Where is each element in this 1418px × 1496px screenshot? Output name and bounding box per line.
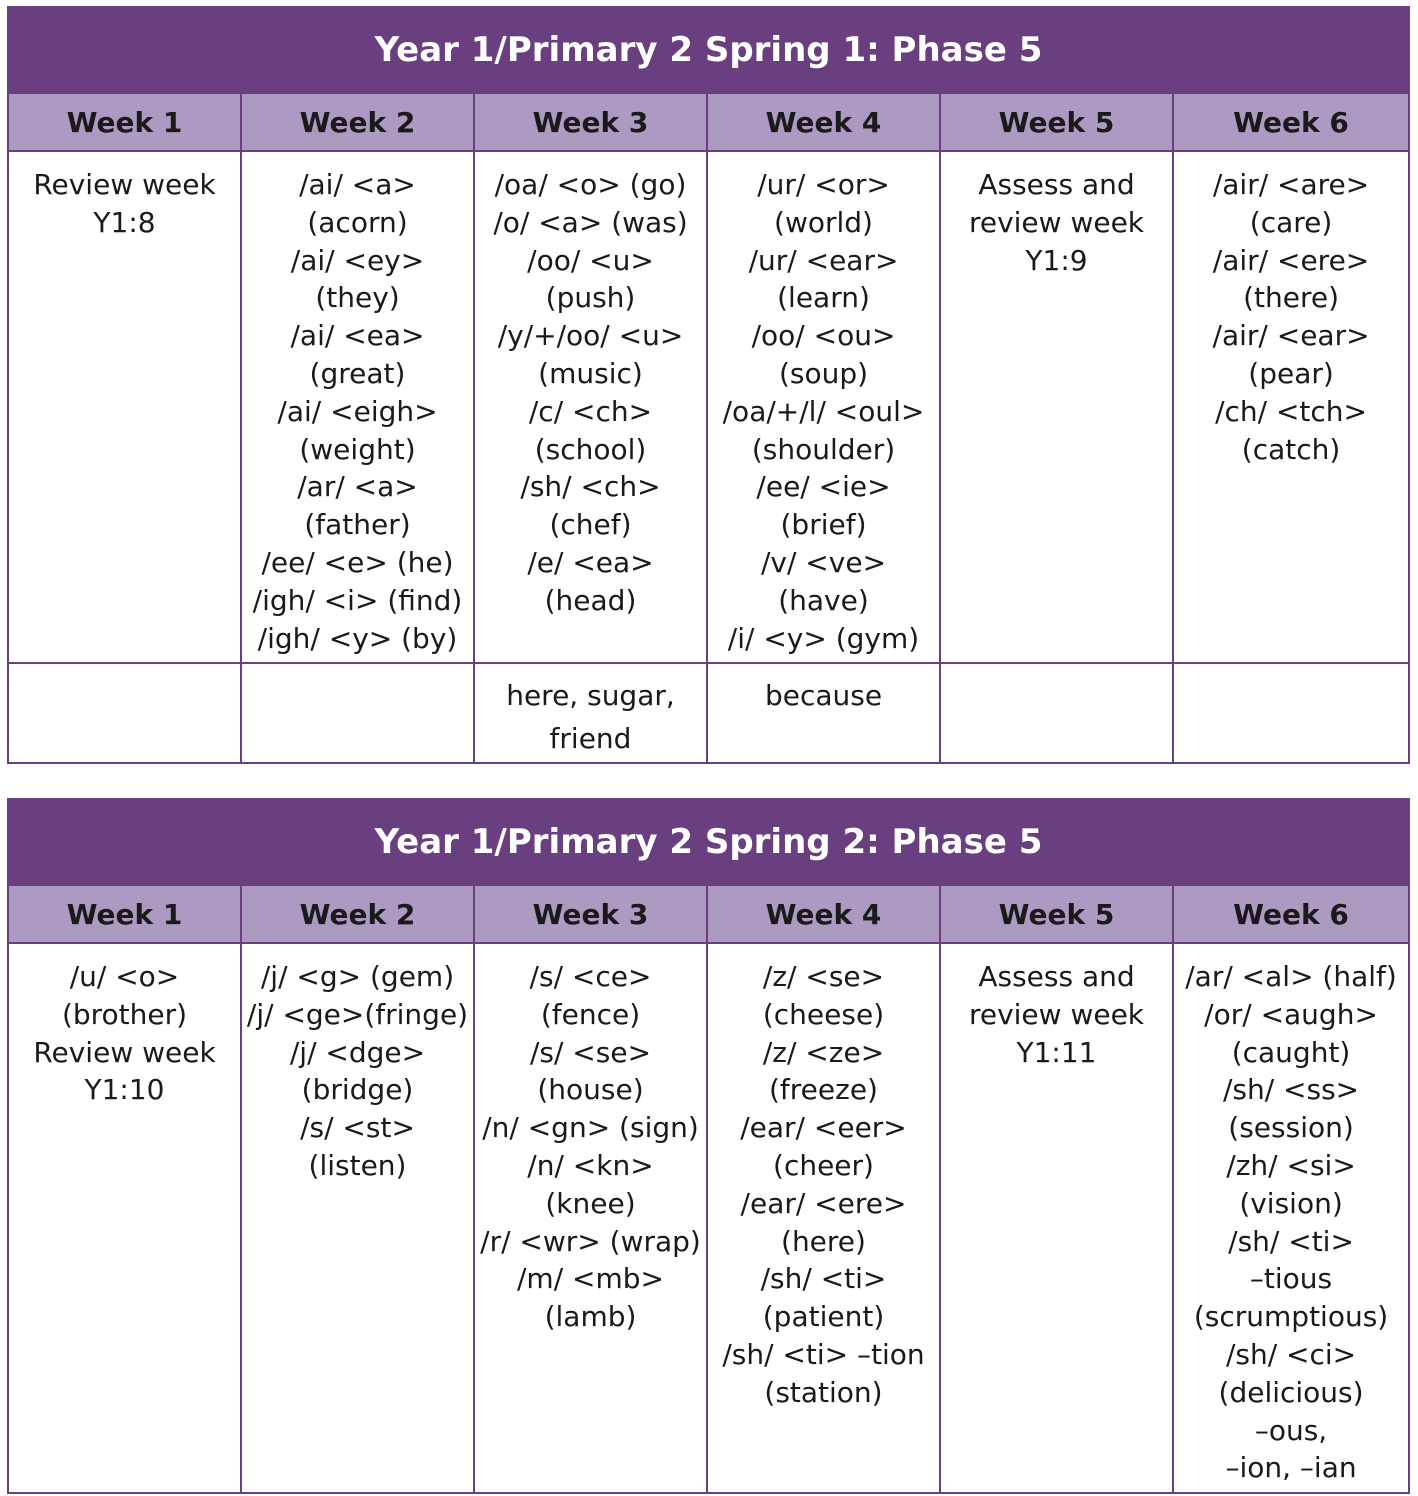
spring2-week-5-header: Week 5 (940, 885, 1173, 943)
spring1-table (7, 6, 1410, 764)
spring2-week-6-content: /ar/ <al> (half) /or/ <augh> (caught) /sh/ <ss> (session) /zh/ <si> (vision) /sh/ <ti> –tious (scrumptious) /sh/ <ci> (delicious) –ous, –ion, –ian (1173, 943, 1409, 1493)
spring1-week-6-header: Week 6 (1173, 93, 1409, 151)
spring1-week-3-content: /oa/ <o> (go) /o/ <a> (was) /oo/ <u> (push) /y/+/oo/ <u> (music) /c/ <ch> (school) /sh/ <ch> (chef) /e/ <ea> (head) (474, 151, 707, 663)
spring2-title: Year 1/Primary 2 Spring 2: Phase 5 (8, 799, 1409, 885)
spring1-tricky-words-row (8, 663, 1409, 763)
spring1-week-4-tricky-words: because (707, 663, 940, 763)
spring1-week-5-tricky-words (940, 663, 1173, 763)
spring2-week-4-header: Week 4 (707, 885, 940, 943)
spring1-week-5-content: Assess and review week Y1:9 (940, 151, 1173, 663)
spring2-week-1-content: /u/ <o> (brother) Review week Y1:10 (8, 943, 241, 1493)
spring2-week-5-content: Assess and review week Y1:11 (940, 943, 1173, 1493)
spring2-week-3-content: /s/ <ce> (fence) /s/ <se> (house) /n/ <gn> (sign) /n/ <kn> (knee) /r/ <wr> (wrap) /m/ <mb> (lamb) (474, 943, 707, 1493)
spring1-week-1-header: Week 1 (8, 93, 241, 151)
spring2-week-2-content: /j/ <g> (gem) /j/ <ge>(fringe) /j/ <dge> (bridge) /s/ <st> (listen) (241, 943, 474, 1493)
spring1-week-1-tricky-words (8, 663, 241, 763)
spring1-title: Year 1/Primary 2 Spring 1: Phase 5 (8, 7, 1409, 93)
spring2-week-6-header: Week 6 (1173, 885, 1409, 943)
spring2-table (7, 798, 1410, 1494)
spring1-content-row (8, 151, 1409, 663)
spring2-week-4-content: /z/ <se> (cheese) /z/ <ze> (freeze) /ear/ <eer> (cheer) /ear/ <ere> (here) /sh/ <ti> (patient) /sh/ <ti> –tion (station) (707, 943, 940, 1493)
spring2-week-3-header: Week 3 (474, 885, 707, 943)
spring2-week-1-header: Week 1 (8, 885, 241, 943)
spring1-week-2-content: /ai/ <a> (acorn) /ai/ <ey> (they) /ai/ <ea> (great) /ai/ <eigh> (weight) /ar/ <a> (father) /ee/ <e> (he) /igh/ <i> (find) /igh/ <y> (by) (241, 151, 474, 663)
spring1-week-6-tricky-words (1173, 663, 1409, 763)
spring1-week-3-tricky-words: here, sugar, friend (474, 663, 707, 763)
spring1-week-6-content: /air/ <are> (care) /air/ <ere> (there) /air/ <ear> (pear) /ch/ <tch> (catch) (1173, 151, 1409, 663)
spring1-week-4-content: /ur/ <or> (world) /ur/ <ear> (learn) /oo/ <ou> (soup) /oa/+/l/ <oul> (shoulder) /ee/ <ie> (brief) /v/ <ve> (have) /i/ <y> (gym) (707, 151, 940, 663)
spring1-week-3-header: Week 3 (474, 93, 707, 151)
spring1-week-2-header: Week 2 (241, 93, 474, 151)
spring2-week-2-header: Week 2 (241, 885, 474, 943)
spring1-week-1-content: Review week Y1:8 (8, 151, 241, 663)
spring1-week-4-header: Week 4 (707, 93, 940, 151)
spring1-week-5-header: Week 5 (940, 93, 1173, 151)
spring2-content-row (8, 943, 1409, 1493)
spring1-week-2-tricky-words (241, 663, 474, 763)
